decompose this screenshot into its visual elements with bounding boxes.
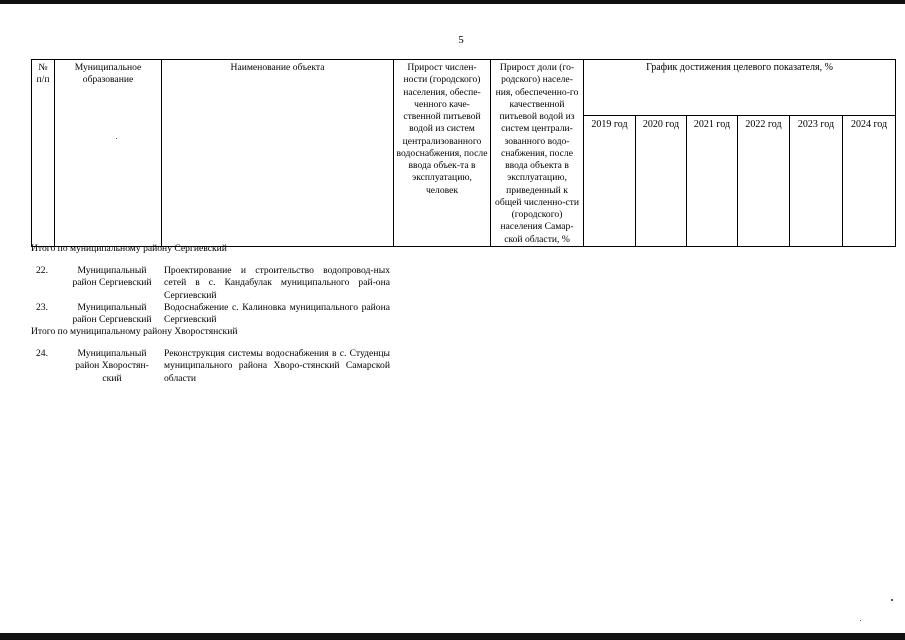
header-col-municipality: Муниципальное образование bbox=[55, 60, 162, 247]
row-number: 22. bbox=[36, 265, 48, 276]
header-col-object: Наименование объекта bbox=[162, 60, 394, 247]
scan-speck bbox=[116, 138, 117, 139]
total-row-khvorostyansky: Итого по муниципальному району Хворостянский bbox=[31, 326, 238, 337]
header-col-schedule: График достижения целевого показателя, % bbox=[584, 60, 896, 116]
scan-speck bbox=[891, 599, 893, 601]
header-col-number: № п/п bbox=[32, 60, 55, 247]
scan-top-edge bbox=[0, 0, 905, 4]
header-col-share-growth: Прирост доли (го-родского) населе-ния, обеспеченно-го качественной питьевой водой из систем централи-зованного водо-снабжения, после ввода объекта в эксплуатацию, приведенный к общей численно-сти (городского) населения Самар-ской области, % bbox=[491, 60, 584, 247]
row-municipality: Муниципальный район Сергиевский bbox=[72, 302, 152, 326]
total-row-sergievsky: Итого по муниципальному району Сергиевский bbox=[31, 243, 227, 254]
row-number: 23. bbox=[36, 302, 48, 313]
header-year-2022: 2022 год bbox=[738, 116, 790, 247]
row-object: Водоснабжение с. Калиновка муниципального района Сергиевский bbox=[164, 302, 390, 326]
row-number: 24. bbox=[36, 348, 48, 359]
header-col-population-growth: Прирост числен-ности (городского) населения, обеспе-ченного каче-ственной питьевой водой из систем централизованного водоснабжения, после ввода объек-та в эксплуатацию, человек bbox=[394, 60, 491, 247]
header-year-2019: 2019 год bbox=[584, 116, 636, 247]
scan-bottom-edge bbox=[0, 633, 905, 640]
page-number: 5 bbox=[458, 34, 464, 46]
header-year-2021: 2021 год bbox=[687, 116, 738, 247]
scan-speck bbox=[860, 620, 861, 621]
header-year-2020: 2020 год bbox=[636, 116, 687, 247]
row-municipality: Муниципальный район Сергиевский bbox=[72, 265, 152, 289]
row-object: Реконструкция системы водоснабжения в с. Студенцы муниципального района Хворо-стянский Самарской области bbox=[164, 348, 390, 384]
header-year-2024: 2024 год bbox=[843, 116, 896, 247]
header-table bbox=[31, 59, 896, 247]
row-municipality: Муниципальный район Хворостян-ский bbox=[75, 348, 149, 384]
row-object: Проектирование и строительство водопровод-ных сетей в с. Кандабулак муниципального рай-она Сергиевский bbox=[164, 265, 390, 301]
header-year-2023: 2023 год bbox=[790, 116, 843, 247]
